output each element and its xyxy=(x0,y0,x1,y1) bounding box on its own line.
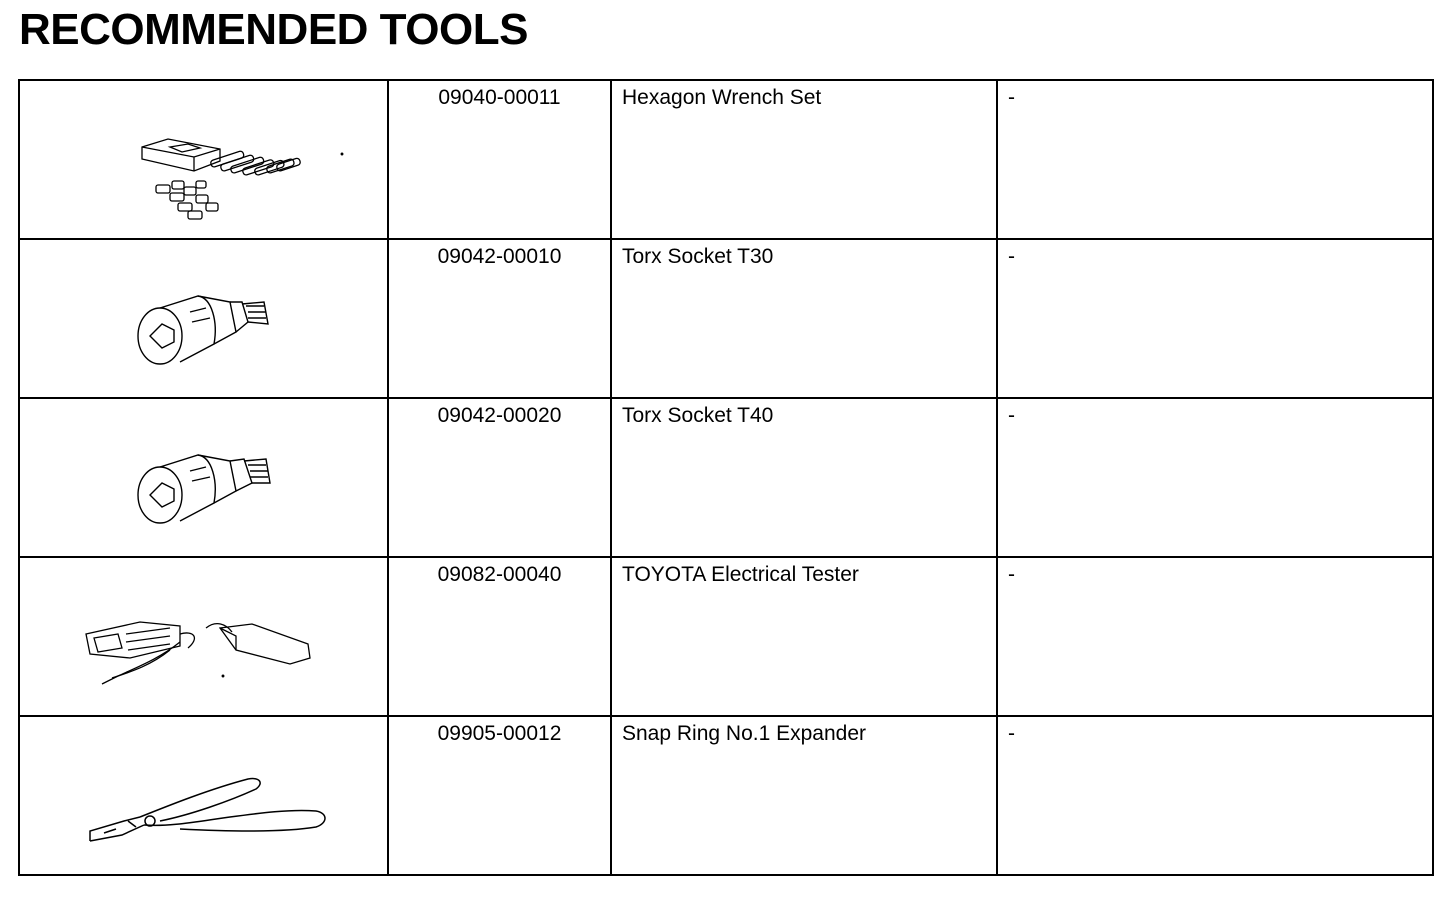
hex-wrench-set-icon xyxy=(20,81,387,238)
tool-name: Hexagon Wrench Set xyxy=(622,86,822,109)
part-number: 09042-00010 xyxy=(437,245,562,268)
note-cell xyxy=(997,716,1433,875)
tool-illustration-cell xyxy=(19,398,388,557)
tool-name-cell xyxy=(611,80,997,239)
part-number: 09040-00011 xyxy=(438,86,561,109)
part-number: 09905-00012 xyxy=(437,722,562,745)
part-number-cell xyxy=(388,716,611,875)
tool-name-cell xyxy=(611,716,997,875)
table-row xyxy=(19,398,1433,557)
page-title: RECOMMENDED TOOLS xyxy=(19,5,528,54)
part-number: 09042-00020 xyxy=(437,404,562,427)
tool-name: TOYOTA Electrical Tester xyxy=(622,563,859,586)
torx-socket-icon xyxy=(20,399,387,556)
recommended-tools-table xyxy=(18,79,1434,876)
note-cell xyxy=(997,557,1433,716)
tool-note: - xyxy=(1008,563,1015,586)
tool-name: Torx Socket T30 xyxy=(622,245,774,268)
table-row xyxy=(19,557,1433,716)
table-row xyxy=(19,239,1433,398)
tool-name: Torx Socket T40 xyxy=(622,404,774,427)
part-number-cell xyxy=(388,239,611,398)
tool-name-cell xyxy=(611,557,997,716)
tool-illustration-cell xyxy=(19,80,388,239)
tool-illustration-cell xyxy=(19,557,388,716)
table-row xyxy=(19,80,1433,239)
note-cell xyxy=(997,80,1433,239)
tool-note: - xyxy=(1008,245,1015,268)
tool-name-cell xyxy=(611,398,997,557)
note-cell xyxy=(997,239,1433,398)
part-number-cell xyxy=(388,398,611,557)
table-row xyxy=(19,716,1433,875)
torx-socket-icon xyxy=(20,240,387,397)
tool-name: Snap Ring No.1 Expander xyxy=(622,722,866,745)
part-number-cell xyxy=(388,80,611,239)
part-number-cell xyxy=(388,557,611,716)
electrical-tester-icon xyxy=(20,558,387,715)
note-cell xyxy=(997,398,1433,557)
tool-illustration-cell xyxy=(19,239,388,398)
snap-ring-pliers-icon xyxy=(20,717,387,874)
part-number: 09082-00040 xyxy=(437,563,562,586)
tool-note: - xyxy=(1008,86,1015,109)
tool-note: - xyxy=(1008,722,1015,745)
tool-note: - xyxy=(1008,404,1015,427)
tool-name-cell xyxy=(611,239,997,398)
tool-illustration-cell xyxy=(19,716,388,875)
